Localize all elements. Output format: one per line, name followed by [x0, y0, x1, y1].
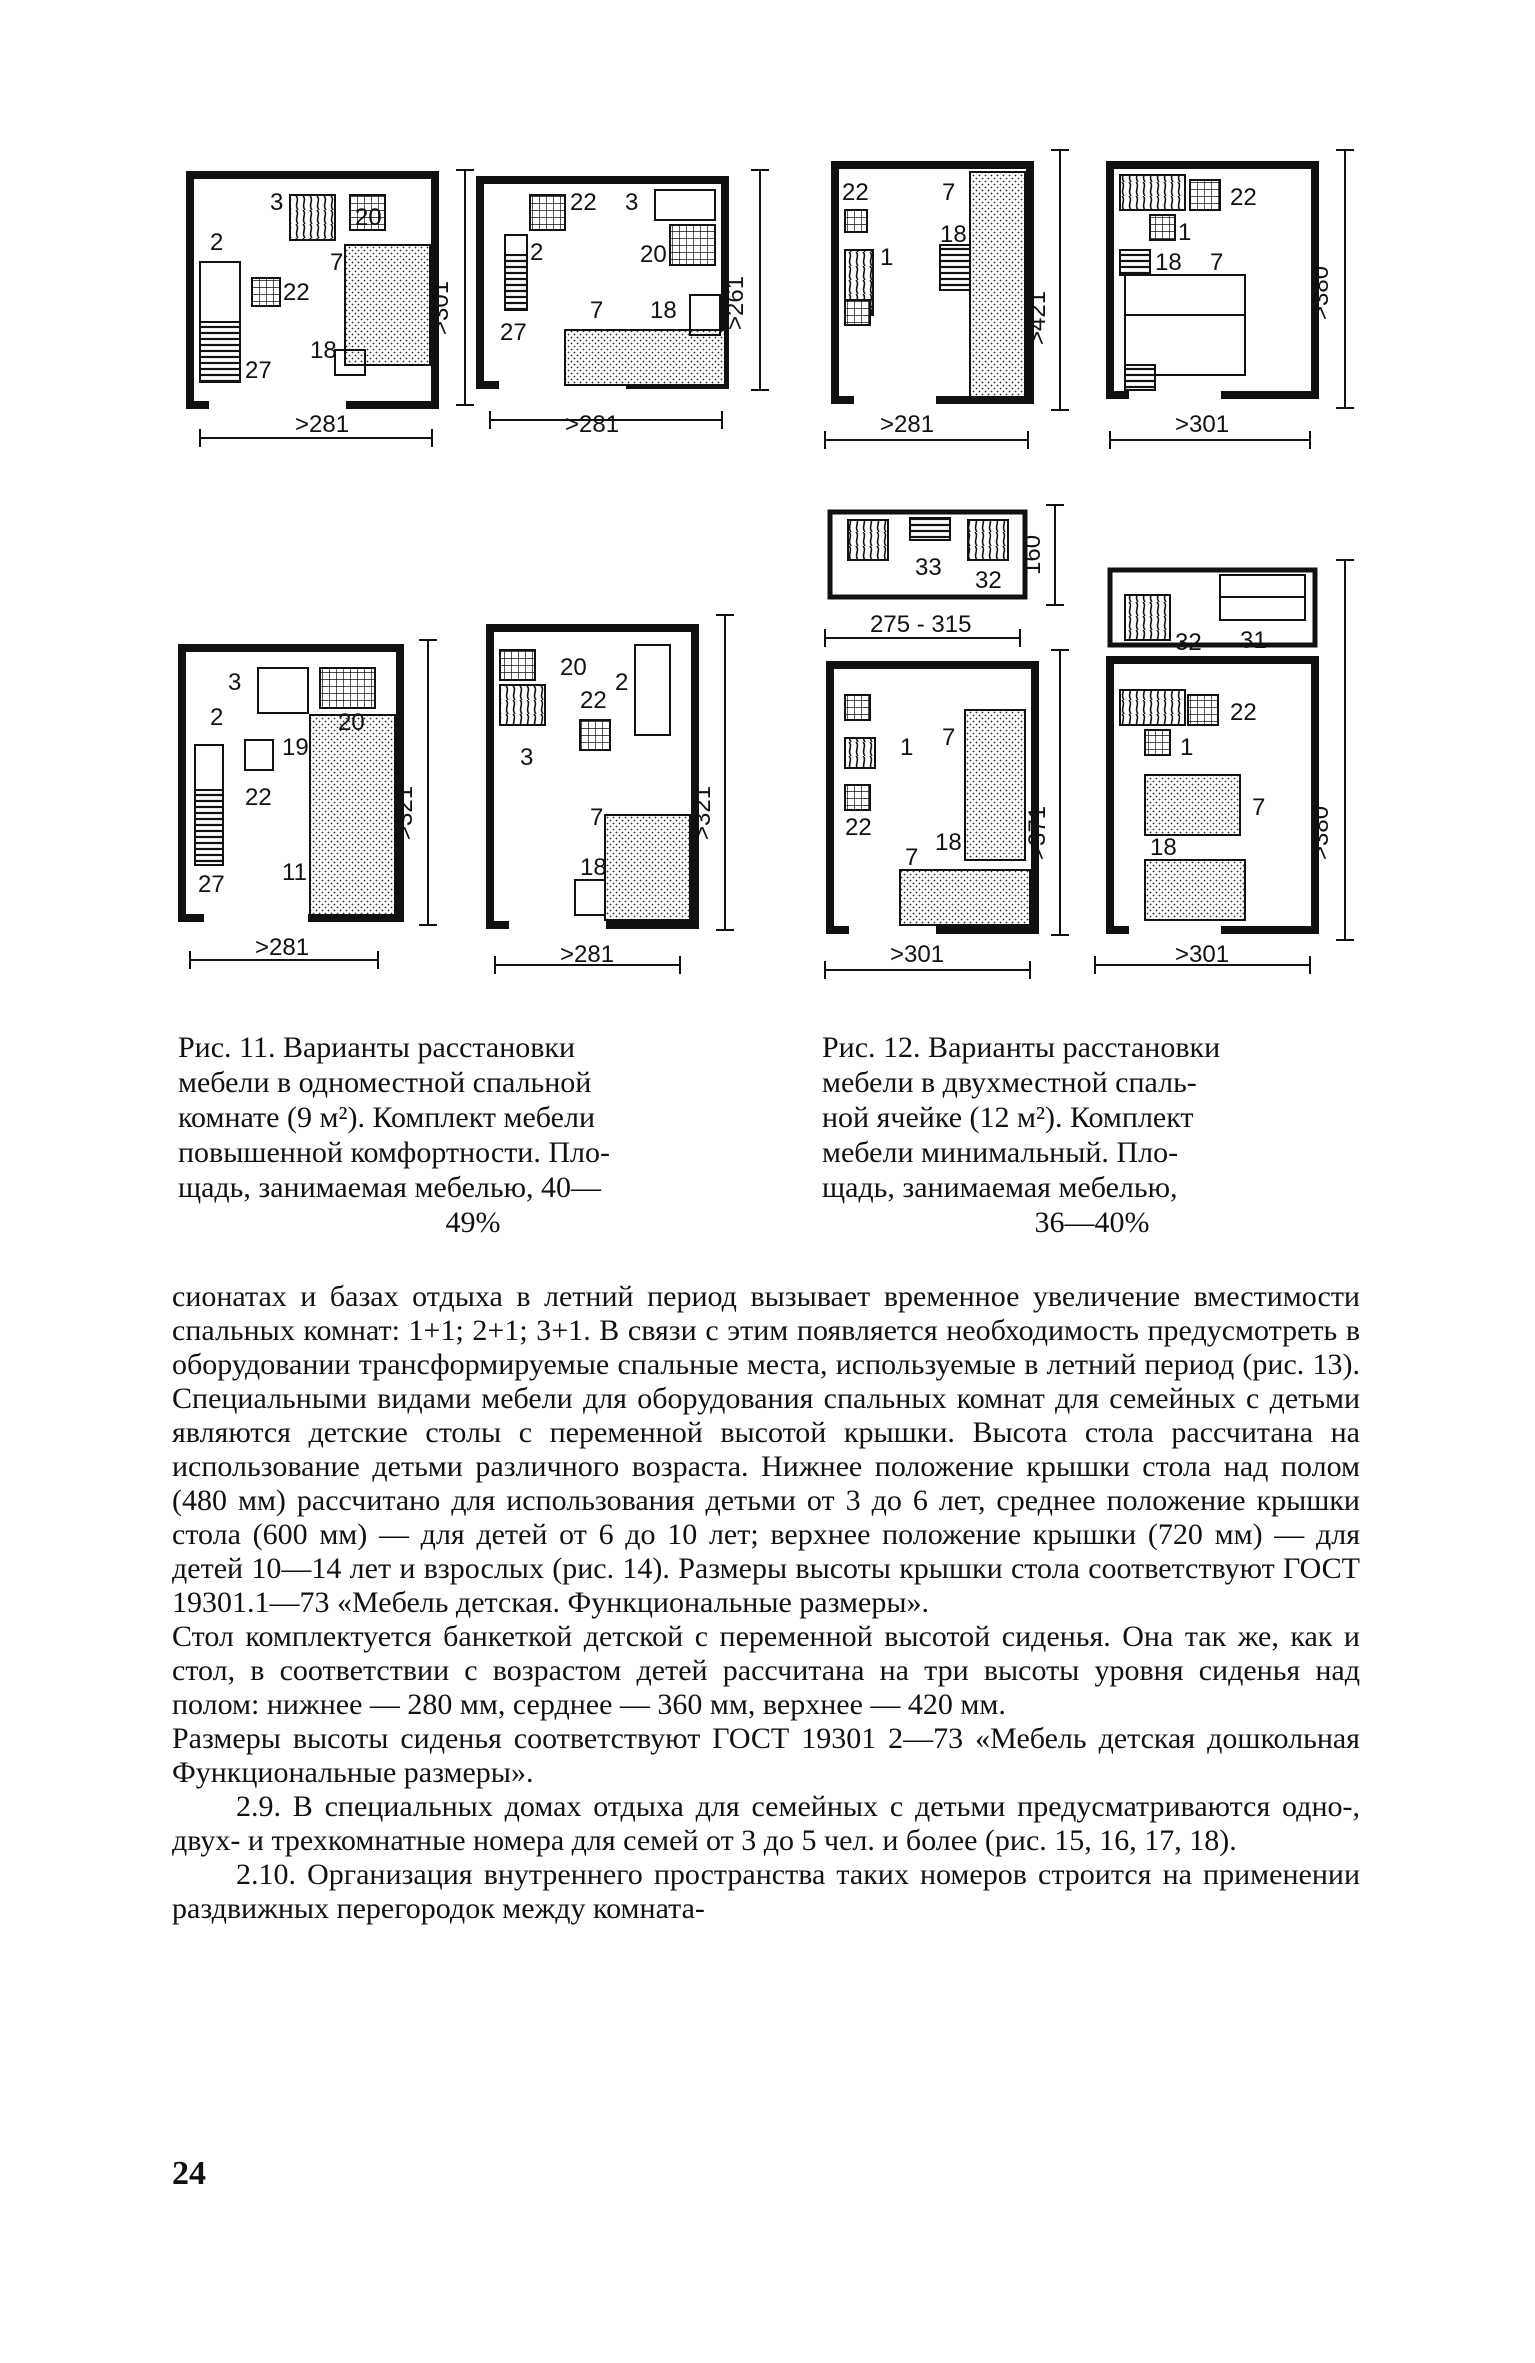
caption-line: повышенной комфортности. Пло- [178, 1136, 610, 1169]
caption-line: щадь, занимаемая мебелью, [822, 1171, 1178, 1204]
fig12-plan-d-width: >301 [890, 941, 945, 968]
fig11-plan-b-label: 2 [530, 239, 544, 266]
fig12-plan-c-label: 33 [915, 554, 942, 581]
fig11-plan-d-label: 18 [580, 854, 607, 881]
fig11-plan-c-label: 3 [228, 669, 242, 696]
fig12-plan-a-width: >281 [880, 411, 935, 438]
caption-line: мебели в двухместной спаль- [822, 1066, 1197, 1099]
fig11-plan-b-label: 18 [650, 297, 677, 324]
fig11-plan-d-label: 20 [560, 654, 587, 681]
fig12-plan-a-label: 18 [940, 221, 967, 248]
fig11-plan-b-height: >261 [722, 275, 749, 330]
fig12-plan-b-width: >301 [1175, 411, 1230, 438]
fig12-plan-e-label: 18 [1150, 834, 1177, 861]
page-number: 24 [172, 2155, 206, 2192]
fig11-plan-a-width: >281 [295, 411, 350, 438]
caption-line: комнате (9 м²). Комплект мебели [178, 1101, 596, 1134]
fig11-plan-c-width: >281 [255, 934, 310, 961]
fig11-plan-c-label: 20 [338, 709, 365, 736]
paragraph: 2.9. В специальных домах отдыха для семейных с детьми предусматриваются одно-, двух- и трехкомнатные номера для семей от 3 до 5 чел. и более (рис. 15, 16, 17, 18). [172, 1790, 1360, 1857]
fig11-plan-a-label: 22 [283, 279, 310, 306]
fig11-plan-c-label: 22 [245, 784, 272, 811]
fig12-plan-e-label: 31 [1240, 627, 1267, 654]
fig12-plan-d-label: 18 [935, 829, 962, 856]
fig12-plan-d-label: 7 [905, 844, 919, 871]
fig12-plan-e [1095, 560, 1353, 973]
fig12-plan-a-height: >421 [1024, 290, 1051, 345]
fig12-plan-d-label: 22 [845, 814, 872, 841]
fig12-plan-e-label: 22 [1230, 699, 1257, 726]
fig12-plan-b-label: 7 [1210, 249, 1224, 276]
fig12-plan-e-width: >301 [1175, 941, 1230, 968]
fig11-plan-d-label: 2 [615, 669, 629, 696]
paragraph: сионатах и базах отдыха в летний период вызывает временное увеличение вместимости спальных комнат: 1+1; 2+1; 3+1. В связи с этим появляется необходимость предусмотреть в оборудовании трансформируемые спальные места, используемые в летний период (рис. 13). Специальными видами мебели для оборудования спальных комнат для семейных с детьми являются детские столы с переменной высотой крышки. Высота стола рассчитана на использование детьми различного возраста. Нижнее положение крышки стола над полом (480 мм) рассчитано для использования детьми от 3 до 6 лет, среднее положение крышки стола (600 мм) — для детей от 6 до 10 лет; верхнее положение крышки (720 мм) — для детей 10—14 лет и взрослых (рис. 14). Размеры высоты крышки стола соответствуют ГОСТ 19301.1—73 «Мебель детская. Функциональные размеры». [172, 1280, 1360, 1619]
fig12-plan-e-height: >380 [1307, 805, 1334, 860]
fig12-caption [822, 1030, 1362, 1240]
fig11-plan-a-label: 18 [310, 337, 337, 364]
paragraph: 2.10. Организация внутреннего пространства таких номеров строится на применении раздвижных перегородок между комната- [172, 1858, 1360, 1925]
fig11-plan-a-label: 3 [270, 189, 284, 216]
caption-line: 36—40% [1034, 1206, 1150, 1239]
caption-line: мебели в одноместной спальной [178, 1066, 592, 1099]
fig11-plan-d-label: 7 [590, 804, 604, 831]
fig12-plan-c-height: 160 [1019, 534, 1046, 575]
fig11-plan-b-label: 22 [570, 189, 597, 216]
fig11-plan-a-label: 27 [245, 357, 272, 384]
fig11-plan-b-label: 7 [590, 297, 604, 324]
caption-line: Рис. 11. Варианты расстановки [178, 1031, 576, 1064]
figure-plans [0, 0, 1535, 1000]
fig11-plan-a-label: 7 [330, 249, 344, 276]
fig11-plan-b-label: 27 [500, 319, 527, 346]
fig11-plan-c-height: >321 [391, 785, 418, 840]
caption-line: мебели минимальный. Пло- [822, 1136, 1179, 1169]
fig12-plan-a-label: 22 [842, 179, 869, 206]
fig12-plan-b-height: >380 [1307, 265, 1334, 320]
caption-line: щадь, занимаемая мебелью, 40— [178, 1171, 601, 1204]
fig11-caption [178, 1030, 768, 1240]
fig12-plan-a-label: 7 [942, 179, 956, 206]
fig12-plan-d-height: >371 [1024, 805, 1051, 860]
fig11-plan-c-label: 2 [210, 704, 224, 731]
fig11-plan-b-label: 3 [625, 189, 639, 216]
paragraph: Размеры высоты сиденья соответствуют ГОСТ 19301 2—73 «Мебель детская дошкольная Функциональные размеры». [172, 1722, 1360, 1789]
fig12-plan-e-label: 32 [1175, 629, 1202, 656]
fig12-plan-b-label: 22 [1230, 184, 1257, 211]
fig11-plan-a-label: 2 [210, 229, 224, 256]
fig11-plan-d-width: >281 [560, 941, 615, 968]
fig12-plan-d-label: 1 [900, 734, 914, 761]
fig11-plan-b-label: 20 [640, 241, 667, 268]
fig11-plan-d-height: >321 [689, 785, 716, 840]
fig11-plan-c-label: 27 [198, 871, 225, 898]
fig12-plan-b-label: 1 [1178, 219, 1192, 246]
fig12-plan-e-label: 7 [1252, 794, 1266, 821]
fig12-plan-c-label: 32 [975, 567, 1002, 594]
caption-line: 49% [445, 1206, 501, 1239]
fig11-plan-d-label: 22 [580, 687, 607, 714]
fig12-plan-b-label: 18 [1155, 249, 1182, 276]
body-text [172, 1280, 1360, 1926]
fig12-plan-a-label: 1 [880, 244, 894, 271]
fig12-plan-e-label: 1 [1180, 734, 1194, 761]
fig12-plan-c-width: 275 - 315 [870, 611, 972, 638]
fig11-plan-c-label: 19 [282, 734, 309, 761]
fig12-plan-d-label: 7 [942, 724, 956, 751]
caption-line: Рис. 12. Варианты расстановки [822, 1031, 1221, 1064]
fig11-plan-a-height: >301 [427, 280, 454, 335]
fig11-plan-c-label: 11 [282, 859, 307, 886]
fig11-plan-a-label: 20 [355, 204, 382, 231]
caption-line: ной ячейке (12 м²). Комплект [822, 1101, 1194, 1134]
fig11-plan-b-width: >281 [565, 411, 620, 438]
fig11-plan-d-label: 3 [520, 744, 534, 771]
paragraph: Стол комплектуется банкеткой детской с переменной высотой сиденья. Она так же, как и стол, в соответствии с возрастом детей рассчитана на три высоты уровня сиденья над полом: нижнее — 280 мм, серднее — 360 мм, верхнее — 420 мм. [172, 1620, 1360, 1721]
